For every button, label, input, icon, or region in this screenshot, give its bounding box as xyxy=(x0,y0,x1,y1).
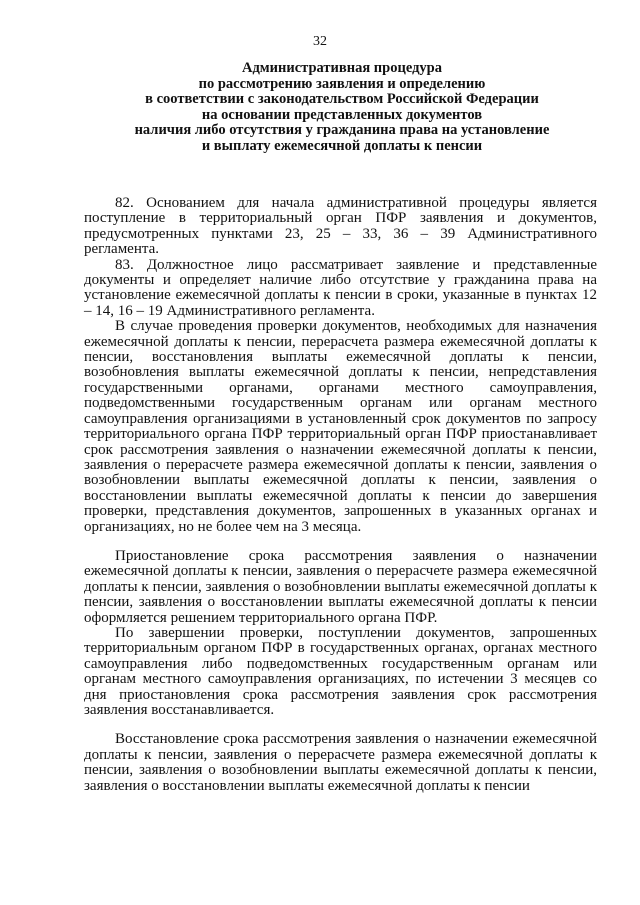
document-body xyxy=(84,196,597,794)
paragraph-82: 82. Основанием для начала административной процедуры является поступление в территориальный орган ПФР заявления и документов, предусмотренных пунктами 23, 25 – 33, 36 – 39 Административного регламента. xyxy=(84,195,597,258)
heading-line: наличия либо отсутствия у гражданина права на установление xyxy=(134,122,550,139)
paragraph-term-restoration: По завершении проверки, поступлении документов, запрошенных территориальным органом ПФР в государственных органах, органах местного самоуправления либо подведомственных государственным органам или органам местного самоуправления организациях, по истечении 3 месяцев со дня приостановления срока рассмотрения заявления срок рассмотрения заявления восстанавливается. xyxy=(84,624,597,718)
heading-line: на основании представленных документов xyxy=(201,106,483,123)
heading-line: и выплату ежемесячной доплаты к пенсии xyxy=(201,137,483,154)
section-heading xyxy=(90,61,594,155)
page-number: 32 xyxy=(313,34,327,49)
paragraph-suspension-decision: Приостановление срока рассмотрения заявления о назначении ежемесячной доплаты к пенсии, заявления о перерасчете размера ежемесячной доплаты к пенсии, заявления о возобновлении выплаты ежемесячной доплаты к пенсии, заявления о восстановлении выплаты ежемесячной доплаты к пенсии оформляется решением территориального органа ПФР. xyxy=(84,547,597,626)
heading-line: в соответствии с законодательством Российской Федерации xyxy=(145,91,539,108)
paragraph-restoration-decision: Восстановление срока рассмотрения заявления о назначении ежемесячной доплаты к пенсии, заявления о перерасчете размера ежемесячной доплаты к пенсии, заявления о возобновлении выплаты ежемесячной доплаты к пенсии, заявления о восстановлении выплаты ежемесячной доплаты к пенсии xyxy=(84,731,597,794)
heading-line: по рассмотрению заявления и определению xyxy=(198,75,486,92)
paragraph-83: 83. Должностное лицо рассматривает заявление и представленные документы и определяет наличие либо отсутствие у гражданина права на установление ежемесячной доплаты к пенсии в сроки, указанные в пунктах 12 – 14, 16 – 19 Административного регламента. xyxy=(84,256,597,319)
heading-line: Административная процедура xyxy=(242,60,442,76)
paragraph-suspension-conditions: В случае проведения проверки документов, необходимых для назначения ежемесячной доплаты к пенсии, перерасчета размера ежемесячной доплаты к пенсии, восстановления выплаты ежемесячной доплаты к пенсии, возобновления выплаты ежемесячной доплаты к пенсии, непредставления государственными органами, органами местного самоуправления, подведомственными государственным органам или органам местного самоуправления организациями в установленный срок документов по запросу территориального органа ПФР территориальный орган ПФР приостанавливает срок рассмотрения заявления о назначении ежемесячной доплаты к пенсии, заявления о перерасчете размера ежемесячной доплаты к пенсии, заявления о возобновлении выплаты ежемесячной доплаты к пенсии, заявления о восстановлении выплаты ежемесячной доплаты к пенсии до завершения проверки, представления документов, запрошенных в указанных органах и организациях, но не более чем на 3 месяца. xyxy=(84,318,597,535)
